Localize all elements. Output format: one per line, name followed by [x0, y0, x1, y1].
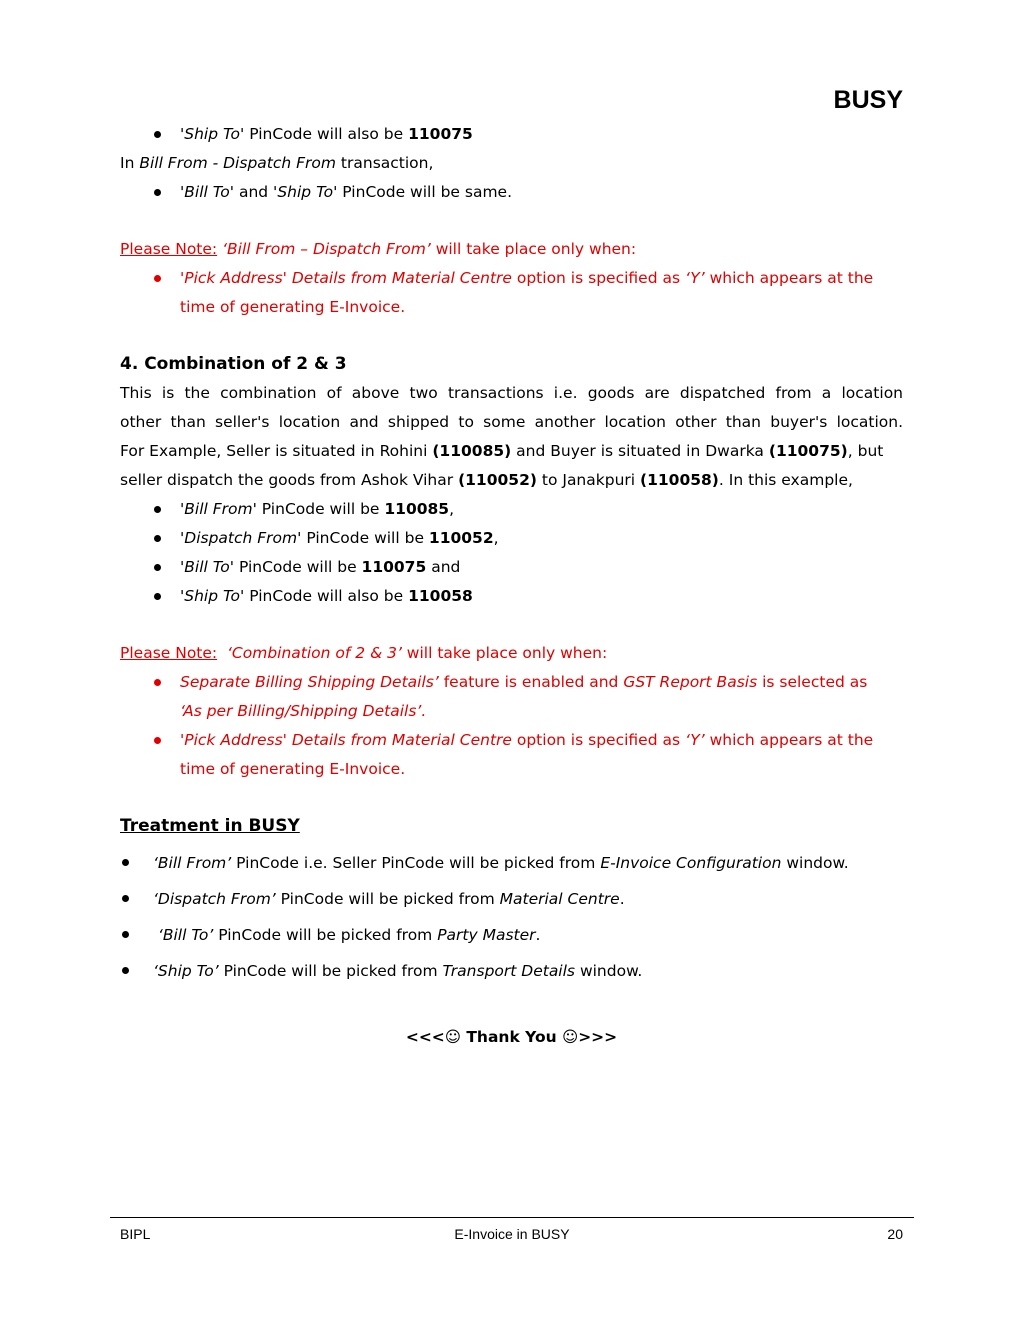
- list-item: 'Bill To' PinCode will be 110075 and: [120, 553, 903, 582]
- thank-you-text: <<<☺ Thank You ☺>>>: [405, 1028, 618, 1046]
- list-item: ‘Ship To’ PinCode will be picked from Transport Details window.: [120, 953, 903, 989]
- list-item: ‘Dispatch From’ PinCode will be picked from Material Centre.: [120, 881, 903, 917]
- list-item: 'Bill To' and 'Ship To' PinCode will be same.: [120, 178, 903, 207]
- paragraph: other than seller's location and shipped to some another location other than buyer's location.: [120, 413, 903, 431]
- paragraph: In Bill From - Dispatch From transaction,: [120, 154, 434, 172]
- footer-center: E-Invoice in BUSY: [454, 1226, 570, 1242]
- list-item: ‘Bill From’ PinCode i.e. Seller PinCode will be picked from E-Invoice Configuration window.: [120, 845, 903, 881]
- paragraph: seller dispatch the goods from Ashok Vihar (110052) to Janakpuri (110058). In this example,: [120, 471, 853, 489]
- list-item: 'Dispatch From' PinCode will be 110052,: [120, 524, 903, 553]
- note-label: Please Note:: [120, 644, 218, 662]
- section-heading: Treatment in BUSY: [120, 816, 300, 836]
- list-item: ‘Bill To’ PinCode will be picked from Party Master.: [120, 917, 903, 953]
- note-label: Please Note:: [120, 240, 218, 258]
- list-item: 'Ship To' PinCode will also be 110075: [120, 120, 903, 149]
- list-item: 'Pick Address' Details from Material Centre option is specified as ‘Y’ which appears at the: [120, 726, 903, 755]
- list-item: 'Bill From' PinCode will be 110085,: [120, 495, 903, 524]
- paragraph: This is the combination of above two transactions i.e. goods are dispatched from a location: [120, 384, 903, 402]
- list-item: 'Ship To' PinCode will also be 110058: [120, 582, 903, 611]
- header-brand: BUSY: [833, 86, 903, 114]
- paragraph: For Example, Seller is situated in Rohini (110085) and Buyer is situated in Dwarka (110075), but: [120, 442, 884, 460]
- note-block: Please Note: ‘Combination of 2 & 3’ will take place only when: Separate Billing Shipping Details’ feature is enabled and GST Report Basis is selected as ‘As per Billing/Shipping Details’. 'Pick Address' Details from Material Centre option is specified as ‘Y’ which appears at the time of generating E-Invoice.: [120, 639, 903, 784]
- footer-divider: [110, 1217, 914, 1218]
- page-content: [120, 120, 903, 1068]
- list-item: 'Pick Address' Details from Material Centre option is specified as ‘Y’ which appears at the: [120, 264, 903, 293]
- footer-page-number: 20: [887, 1226, 903, 1242]
- note-block: Please Note: ‘Bill From – Dispatch From’ will take place only when: 'Pick Address' Details from Material Centre option is specified as ‘Y’ which appears at the time of generating E-Invoice.: [120, 235, 903, 322]
- footer-left: BIPL: [120, 1226, 151, 1242]
- list-item: Separate Billing Shipping Details’ feature is enabled and GST Report Basis is selected as: [120, 668, 903, 697]
- section-heading: 4. Combination of 2 & 3: [120, 354, 347, 374]
